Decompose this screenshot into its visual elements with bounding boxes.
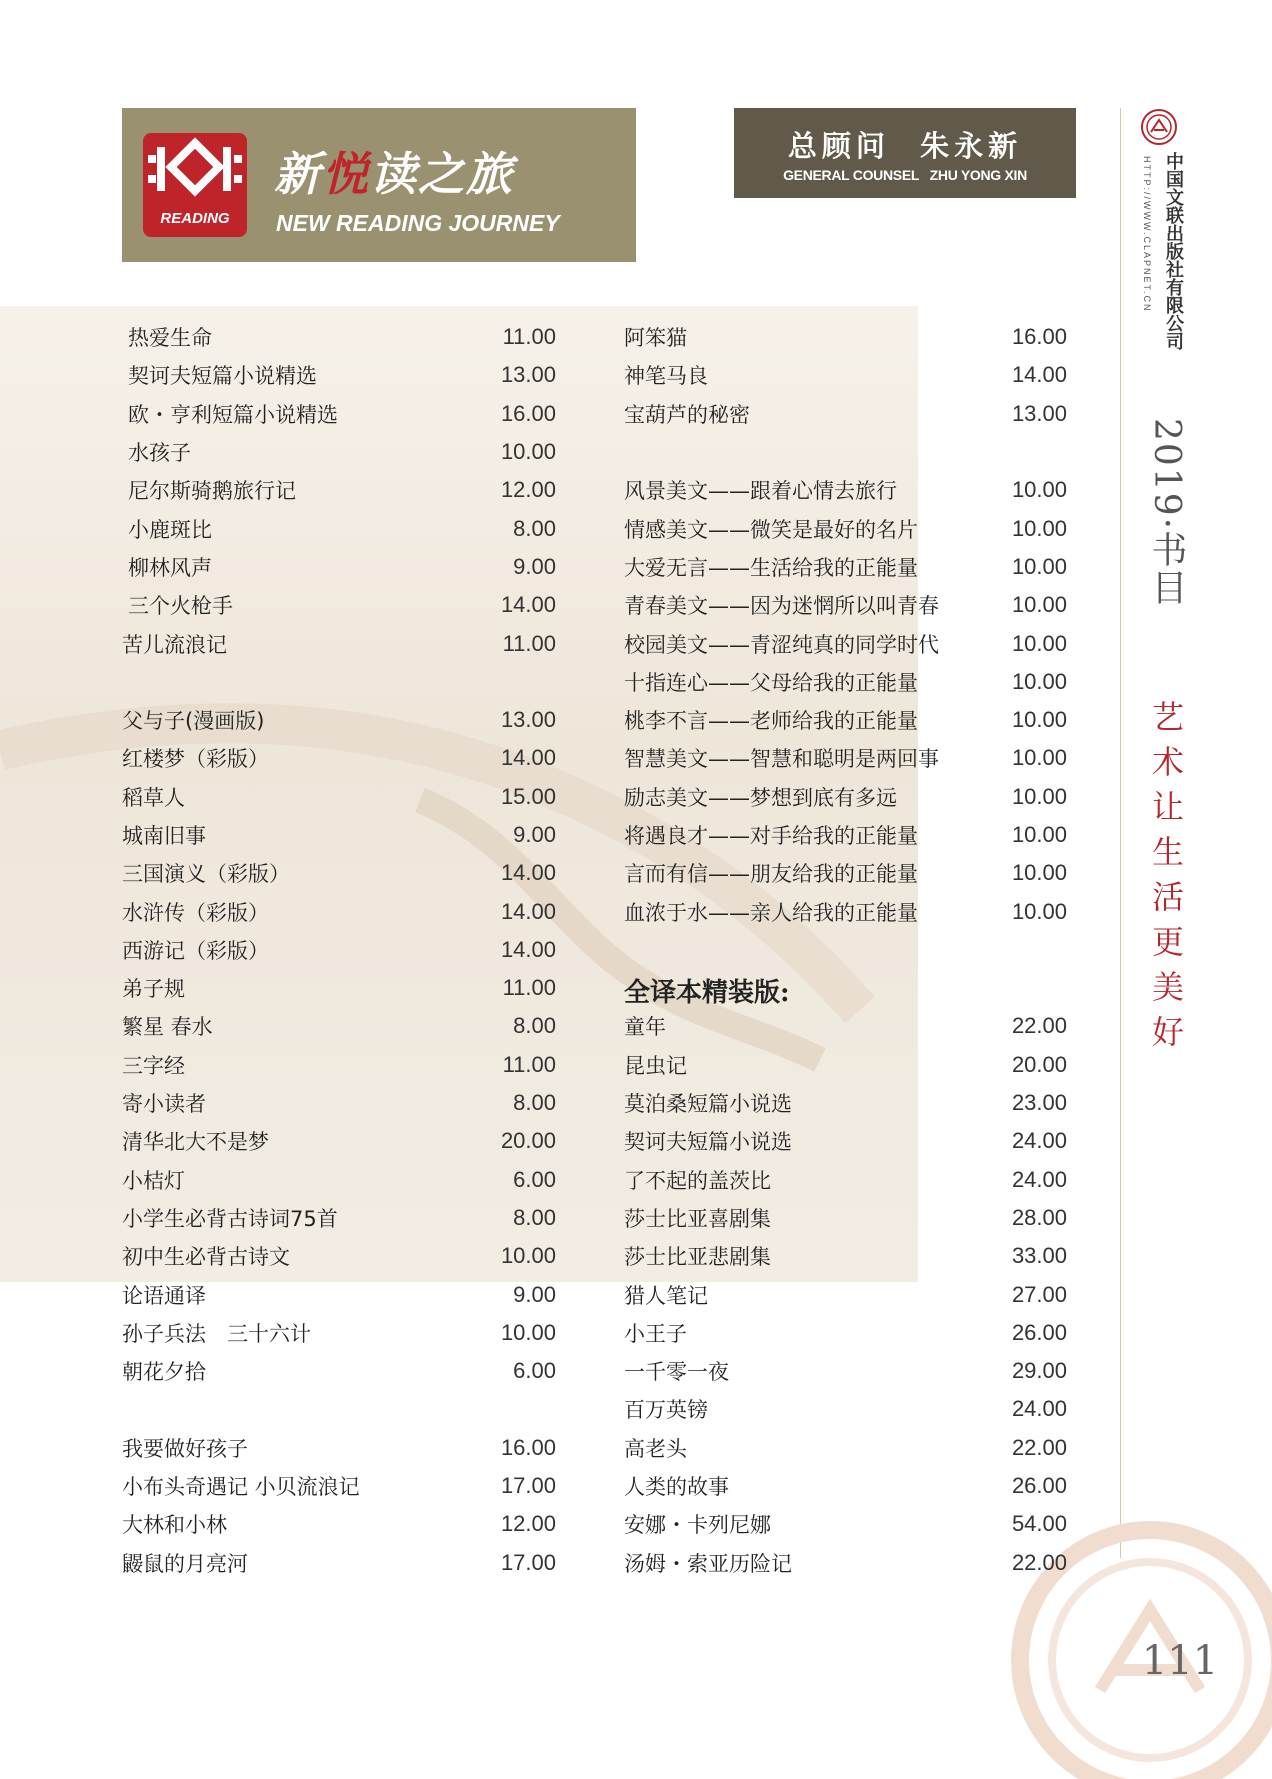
counsel-chinese: 总顾问 朱永新 [787, 129, 1023, 163]
reading-logo [143, 133, 247, 237]
book-title: 十指连心——父母给我的正能量 [624, 670, 918, 695]
book-title: 小王子 [624, 1321, 687, 1346]
book-price: 29.00 [1011, 1358, 1067, 1384]
book-row [624, 624, 1067, 662]
book-title: 莎士比亚悲剧集 [624, 1245, 771, 1270]
book-title: 大爱无言——生活给我的正能量 [624, 555, 918, 580]
book-title: 寄小读者 [122, 1092, 206, 1117]
book-title: 人类的故事 [624, 1475, 729, 1500]
book-title: 神笔马良 [624, 364, 708, 389]
book-title: 初中生必背古诗文 [122, 1245, 290, 1270]
right-book-list [624, 318, 1067, 1582]
book-title: 我要做好孩子 [122, 1436, 248, 1461]
book-price: 10.00 [1011, 745, 1067, 771]
book-row [624, 356, 1067, 394]
title-post: 读之旅 [370, 147, 514, 201]
book-price: 10.00 [1011, 592, 1067, 618]
book-row [122, 892, 556, 930]
book-title: 了不起的盖茨比 [624, 1168, 771, 1193]
book-price: 9.00 [513, 1281, 556, 1307]
book-row [624, 318, 1067, 356]
book-price: 23.00 [1011, 1090, 1067, 1116]
list-spacer [624, 931, 1067, 969]
book-row [122, 778, 556, 816]
book-price: 11.00 [502, 324, 556, 350]
book-title: 智慧美文——智慧和聪明是两回事 [624, 747, 939, 772]
book-title: 小学生必背古诗词75首 [122, 1206, 338, 1231]
book-title: 血浓于水——亲人给我的正能量 [624, 900, 918, 925]
book-price: 10.00 [1011, 707, 1067, 733]
book-price: 6.00 [513, 1166, 556, 1192]
book-row [624, 1352, 1067, 1390]
book-price: 14.00 [500, 745, 556, 771]
book-price: 17.00 [500, 1549, 556, 1575]
book-row [122, 1199, 556, 1237]
book-row [624, 1505, 1067, 1543]
book-title: 将遇良才——对手给我的正能量 [624, 824, 918, 848]
book-price: 20.00 [500, 1128, 556, 1154]
book-row [624, 701, 1067, 739]
book-row [122, 1314, 556, 1352]
book-title: 西游记（彩版） [122, 938, 269, 963]
book-price: 14.00 [500, 936, 556, 962]
book-row [624, 892, 1067, 930]
book-price: 24.00 [1011, 1166, 1067, 1192]
book-price: 22.00 [1011, 1434, 1067, 1460]
slogan: 艺术让生活更美好 [1147, 700, 1185, 1060]
book-price: 14.00 [1011, 362, 1067, 388]
book-price: 10.00 [1011, 668, 1067, 694]
book-price: 28.00 [1011, 1204, 1067, 1230]
book-row [122, 1544, 556, 1582]
book-title: 百万英镑 [624, 1398, 708, 1423]
book-title: 三国演义（彩版） [122, 862, 290, 887]
book-price: 24.00 [1011, 1396, 1067, 1422]
book-row [624, 854, 1067, 892]
book-row [624, 548, 1067, 586]
publisher-emblem-icon [1140, 108, 1178, 146]
book-price: 17.00 [500, 1473, 556, 1499]
book-row [122, 1467, 556, 1505]
book-title: 青春美文——因为迷惘所以叫青春 [624, 594, 939, 619]
book-row [624, 1046, 1067, 1084]
book-price: 10.00 [1011, 477, 1067, 503]
book-price: 22.00 [1011, 1013, 1067, 1039]
book-title: 校园美文——青涩纯真的同学时代 [624, 632, 939, 657]
book-title: 水孩子 [128, 441, 191, 466]
book-row [122, 586, 556, 624]
book-title: 红楼梦（彩版） [122, 747, 269, 772]
title-pre: 新 [274, 147, 322, 201]
book-title: 大林和小林 [122, 1513, 227, 1538]
book-title: 父与子(漫画版) [122, 709, 265, 734]
book-title: 励志美文——梦想到底有多远 [624, 785, 897, 810]
counsel-box [734, 108, 1076, 198]
book-price: 10.00 [500, 1319, 556, 1345]
book-price: 14.00 [500, 860, 556, 886]
book-price: 13.00 [500, 362, 556, 388]
book-row [624, 1122, 1067, 1160]
book-title: 契诃夫短篇小说精选 [128, 364, 317, 389]
book-title: 莫泊桑短篇小说选 [624, 1092, 792, 1117]
banner-subtitle: NEW READING JOURNEY [276, 210, 560, 236]
book-row [624, 1007, 1067, 1045]
list-spacer [624, 433, 1067, 471]
book-price: 16.00 [500, 400, 556, 426]
book-title: 弟子规 [122, 977, 185, 1002]
page-number: 111 [1141, 1638, 1219, 1684]
book-row [122, 624, 556, 662]
book-row [624, 1429, 1067, 1467]
book-row [122, 1161, 556, 1199]
book-price: 9.00 [513, 553, 556, 579]
book-price: 13.00 [1011, 400, 1067, 426]
book-price: 10.00 [1011, 630, 1067, 656]
book-price: 10.00 [500, 439, 556, 465]
book-row [624, 1544, 1067, 1582]
book-price: 10.00 [1011, 822, 1067, 847]
list-spacer [122, 663, 556, 701]
book-row [122, 739, 556, 777]
publisher-name: 中国文联出版社有限公司 [1163, 152, 1184, 350]
reading-logo-icon [143, 133, 247, 213]
book-price: 8.00 [513, 1013, 556, 1039]
book-title: 三字经 [122, 1053, 185, 1078]
book-title: 童年 [624, 1015, 666, 1040]
book-price: 20.00 [1011, 1051, 1067, 1077]
book-title: 风景美文——跟着心情去旅行 [624, 479, 897, 504]
book-title: 三个火枪手 [128, 594, 233, 619]
series-banner [122, 108, 636, 262]
book-price: 14.00 [500, 592, 556, 618]
book-price: 15.00 [500, 783, 556, 809]
book-title: 小桔灯 [122, 1168, 185, 1193]
book-row [624, 1084, 1067, 1122]
catalog-year: 2019·书目 [1146, 418, 1187, 608]
book-title: 小鹿斑比 [128, 517, 212, 542]
book-row [122, 471, 556, 509]
book-price: 8.00 [513, 1204, 556, 1230]
book-price: 10.00 [1011, 783, 1067, 809]
book-title: 清华北大不是梦 [122, 1130, 269, 1155]
book-price: 13.00 [500, 707, 556, 733]
book-title: 朝花夕拾 [122, 1360, 206, 1385]
book-price: 26.00 [1011, 1473, 1067, 1499]
book-row [624, 395, 1067, 433]
book-title: 城南旧事 [122, 824, 206, 848]
book-title: 繁星 春水 [122, 1015, 213, 1040]
book-row [122, 1352, 556, 1390]
book-price: 27.00 [1011, 1281, 1067, 1307]
book-price: 54.00 [1011, 1511, 1067, 1537]
book-row [122, 854, 556, 892]
book-title: 情感美文——微笑是最好的名片 [624, 517, 918, 542]
book-title: 莎士比亚喜剧集 [624, 1206, 771, 1231]
book-row [624, 1467, 1067, 1505]
book-row [122, 931, 556, 969]
banner-title [274, 138, 514, 204]
book-title: 昆虫记 [624, 1053, 687, 1078]
book-row [624, 816, 1067, 854]
book-row [624, 1314, 1067, 1352]
book-title: 尼尔斯骑鹅旅行记 [128, 479, 296, 504]
book-title: 孙子兵法 三十六计 [122, 1321, 311, 1346]
book-row [122, 433, 556, 471]
book-title: 宝葫芦的秘密 [624, 402, 750, 427]
book-price: 8.00 [513, 1090, 556, 1116]
book-price: 12.00 [500, 1511, 556, 1537]
book-title: 契诃夫短篇小说选 [624, 1130, 792, 1155]
book-price: 16.00 [1011, 324, 1067, 350]
book-row [122, 701, 556, 739]
book-row [624, 1237, 1067, 1275]
book-title: 苦儿流浪记 [122, 632, 227, 657]
title-accent: 悦 [322, 147, 370, 201]
book-price: 16.00 [500, 1434, 556, 1460]
book-price: 11.00 [502, 630, 556, 656]
book-title: 稻草人 [122, 785, 185, 810]
book-row [122, 509, 556, 547]
publisher-url: HTTP://WWW.CLAPNET.CN [1142, 156, 1152, 313]
book-row [122, 1505, 556, 1543]
book-title: 柳林风声 [128, 555, 212, 580]
book-row [122, 318, 556, 356]
book-title: 汤姆・索亚历险记 [624, 1551, 792, 1576]
book-price: 24.00 [1011, 1128, 1067, 1154]
book-price: 9.00 [513, 822, 556, 847]
book-title: 热爱生命 [128, 326, 212, 351]
book-row [624, 509, 1067, 547]
book-row [624, 471, 1067, 509]
book-title: 阿笨猫 [624, 326, 687, 351]
book-row [624, 778, 1067, 816]
book-row [624, 1390, 1067, 1428]
book-price: 10.00 [1011, 553, 1067, 579]
book-row [122, 1429, 556, 1467]
book-row [624, 586, 1067, 624]
book-price: 10.00 [500, 1243, 556, 1269]
book-title: 猎人笔记 [624, 1283, 708, 1308]
book-row [122, 1007, 556, 1045]
book-price: 10.00 [1011, 515, 1067, 541]
left-book-list [122, 318, 556, 1582]
book-row [624, 1199, 1067, 1237]
book-row [122, 1237, 556, 1275]
book-price: 33.00 [1011, 1243, 1067, 1269]
book-title: 论语通译 [122, 1283, 206, 1308]
book-row [122, 356, 556, 394]
book-row [122, 1275, 556, 1313]
book-price: 14.00 [500, 898, 556, 924]
book-title: 高老头 [624, 1436, 687, 1461]
book-row [122, 969, 556, 1007]
book-price: 26.00 [1011, 1319, 1067, 1345]
book-title: 水浒传（彩版） [122, 900, 269, 925]
book-title: 安娜・卡列尼娜 [624, 1513, 771, 1538]
book-row [624, 663, 1067, 701]
book-price: 6.00 [513, 1358, 556, 1384]
counsel-english: GENERAL COUNSEL ZHU YONG XIN [783, 167, 1027, 183]
book-row [122, 1084, 556, 1122]
book-price: 11.00 [502, 975, 556, 1001]
book-price: 8.00 [513, 515, 556, 541]
book-title: 桃李不言——老师给我的正能量 [624, 709, 918, 734]
book-price: 22.00 [1011, 1549, 1067, 1575]
book-row [122, 816, 556, 854]
book-row [624, 1275, 1067, 1313]
book-title: 小布头奇遇记 小贝流浪记 [122, 1475, 360, 1500]
book-row [122, 1046, 556, 1084]
book-row [624, 739, 1067, 777]
book-title: 欧・亨利短篇小说精选 [128, 402, 338, 427]
logo-reading-text: READING [160, 210, 230, 227]
book-title: 一千零一夜 [624, 1360, 729, 1385]
sidebar-divider [1120, 108, 1121, 1558]
section-heading: 全译本精装版: [624, 977, 790, 1008]
book-row [122, 548, 556, 586]
book-row [624, 1161, 1067, 1199]
book-row [122, 395, 556, 433]
book-title: 言而有信——朋友给我的正能量 [624, 862, 918, 887]
book-price: 11.00 [502, 1051, 556, 1077]
list-spacer [122, 1390, 556, 1428]
book-price: 10.00 [1011, 860, 1067, 886]
book-row [122, 1122, 556, 1160]
book-title: 鼹鼠的月亮河 [122, 1551, 248, 1576]
book-price: 10.00 [1011, 898, 1067, 924]
book-price: 12.00 [500, 477, 556, 503]
